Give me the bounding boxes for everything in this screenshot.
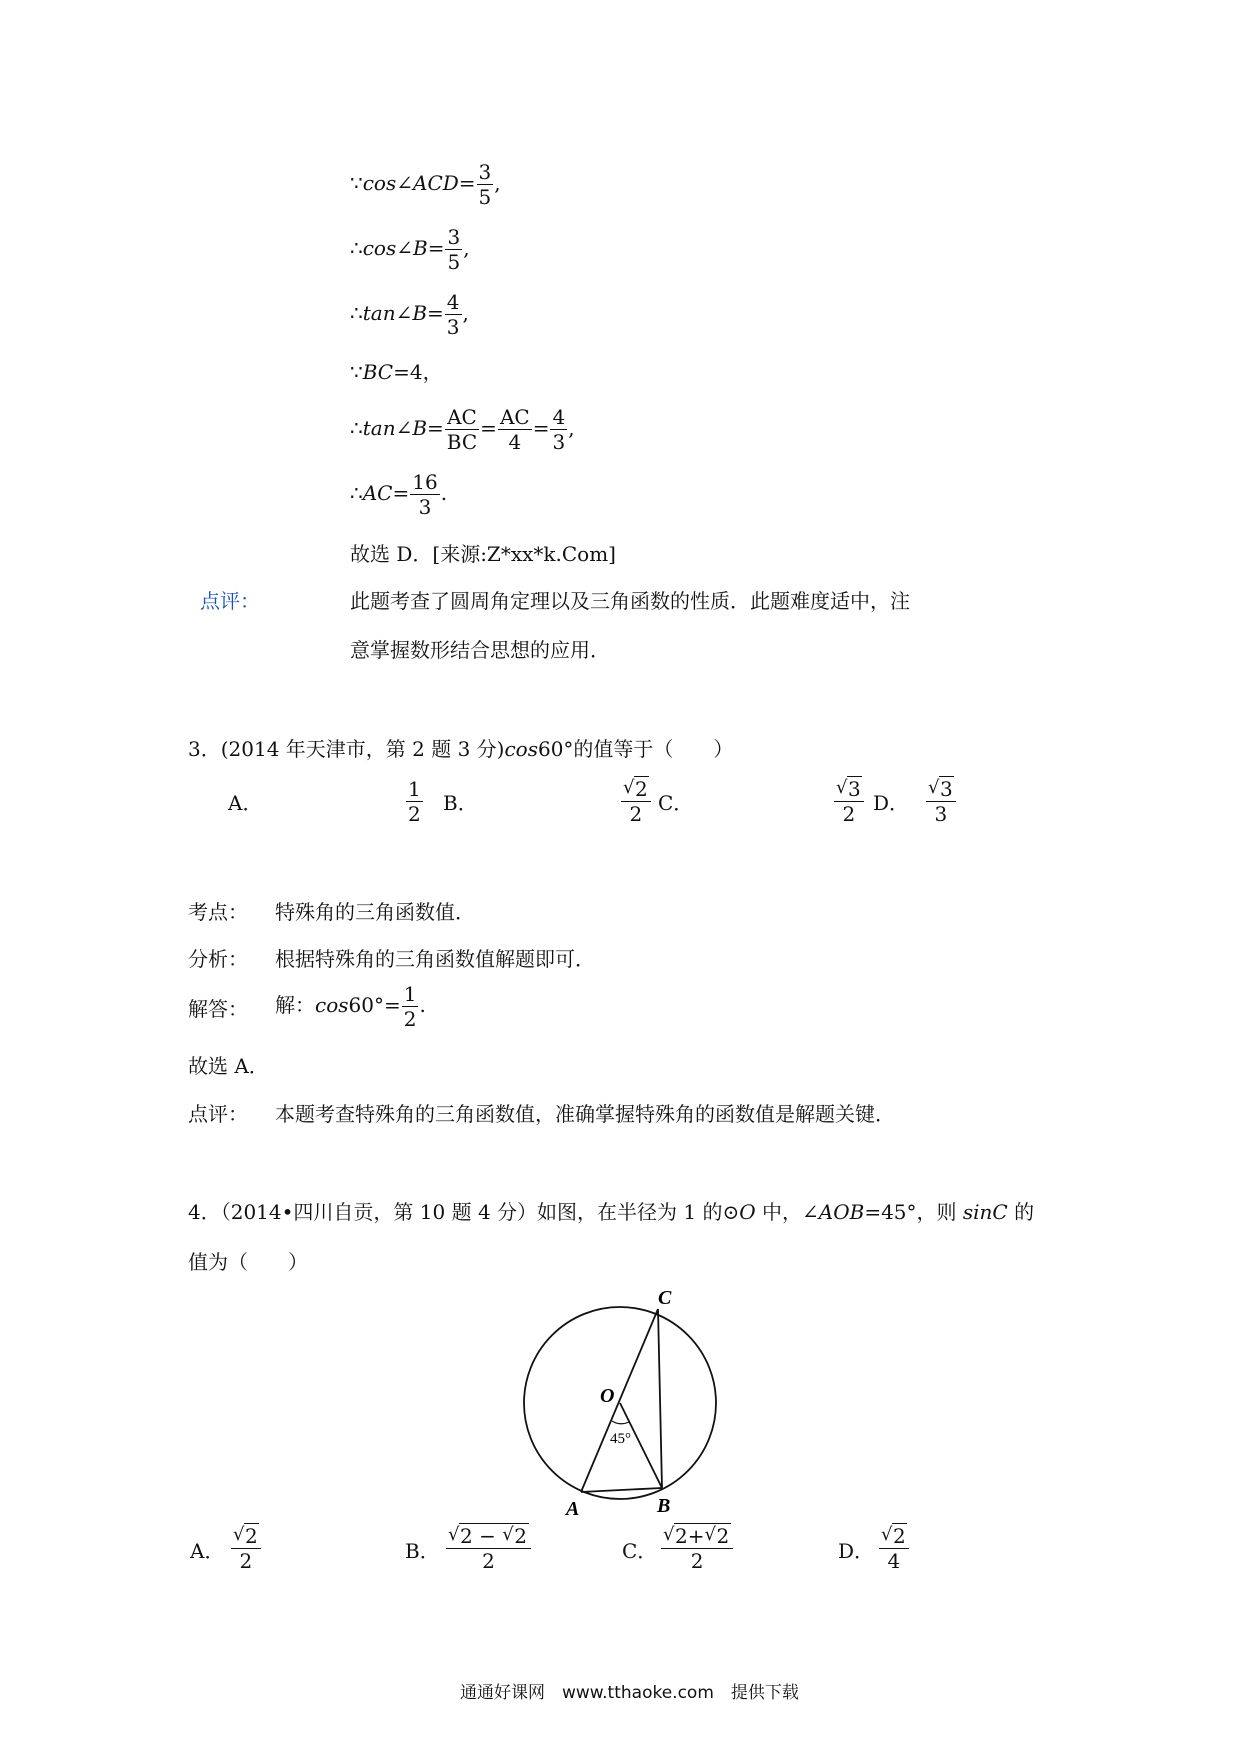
- q3-option-a-label: A．: [228, 791, 263, 815]
- segment-ca: [581, 1309, 658, 1492]
- q3-option-b-value: √ 2 2: [620, 777, 652, 826]
- q4-option-d-value: √ 2 4: [878, 1524, 910, 1573]
- review-label: 点评：: [200, 589, 260, 613]
- q3-option-a-value: $\frac{1}{2}$: [408, 777, 421, 826]
- point-b-label: B: [657, 1495, 671, 1517]
- fraction: $\frac{AC}{BC}$: [446, 405, 478, 454]
- q4-stem-line-2: 值为（ ）: [188, 1250, 308, 1274]
- segment-cb: [658, 1309, 662, 1488]
- point-o-label: O: [600, 1385, 615, 1407]
- q3-jieda-label: 解答：: [188, 997, 248, 1021]
- q3-option-b-label: B．: [443, 791, 478, 815]
- q3-kaodian-label: 考点：: [188, 900, 248, 924]
- solution-line-3: ∴tan∠B= $\frac{4}{3}$ ,: [350, 290, 469, 339]
- q4-option-b-value: √ 2 − √ 2 2: [445, 1524, 532, 1573]
- q3-fenxi: 根据特殊角的三角函数值解题即可．: [275, 947, 595, 971]
- fraction: $\frac{16}{3}$: [412, 470, 438, 519]
- q3-review: 本题考查特殊角的三角函数值，准确掌握特殊角的函数值是解题关键．: [275, 1102, 895, 1126]
- fraction: $\frac{3}{5}$: [478, 160, 492, 209]
- q4-option-d-label: D．: [838, 1539, 875, 1563]
- fraction: $\frac{AC}{4}$: [499, 405, 530, 454]
- q4-option-c-label: C．: [622, 1539, 658, 1563]
- q3-review-label: 点评：: [188, 1102, 248, 1126]
- q4-option-a-value: √ 2 2: [230, 1524, 262, 1573]
- fraction: $\frac{3}{5}$: [447, 225, 461, 274]
- solution-line-6: ∴AC= $\frac{16}{3}$ .: [350, 470, 448, 519]
- fraction: $\frac{4}{3}$: [446, 290, 460, 339]
- point-c-label: C: [658, 1290, 672, 1309]
- q4-figure: [510, 1290, 760, 1530]
- q4-stem-line-1: 4．（2014•四川自贡，第 10 题 4 分）如图，在半径为 1 的⊙O 中，∠AOB=45°，则 sinC 的: [188, 1200, 1035, 1224]
- solution-line-5: ∴tan∠B= $\frac{AC}{BC}$ = $\frac{AC}{4}$ = $\frac{4}{3}$ ,: [350, 405, 575, 454]
- solution-line-2: ∴cos∠B= $\frac{3}{5}$ ,: [350, 225, 470, 274]
- q3-option-d-value: √ 3 3: [925, 777, 957, 826]
- fraction: $\frac{4}{3}$: [552, 405, 566, 454]
- review-text-2: 意掌握数形结合思想的应用．: [350, 638, 610, 662]
- q4-option-c-value: √ 2+ √ 2 2: [660, 1524, 734, 1573]
- solution-conclusion: 故选 D．[来源:Z*xx*k.Com]: [350, 542, 616, 566]
- q3-answer: 故选 A．: [188, 1054, 269, 1078]
- q3-kaodian: 特殊角的三角函数值．: [275, 900, 475, 924]
- angle-arc: [612, 1421, 629, 1424]
- point-a-label: A: [566, 1498, 580, 1520]
- solution-line-4: ∵BC=4，: [350, 360, 443, 384]
- q4-option-a-label: A．: [190, 1539, 225, 1563]
- q3-stem: 3．(2014 年天津市，第 2 题 3 分)cos60°的值等于（ ）: [188, 737, 734, 761]
- q3-option-c-value: √ 3 2: [833, 777, 865, 826]
- page-footer: 通通好课网 www.tthaoke.com 提供下载: [460, 1683, 799, 1703]
- solution-line-1: ∵cos∠ACD= $\frac{3}{5}$ ,: [350, 160, 501, 209]
- q3-jieda: 解：cos60°= $\frac{1}{2}$ .: [275, 982, 426, 1031]
- q3-option-d-label: D．: [873, 791, 910, 815]
- q3-fenxi-label: 分析：: [188, 947, 248, 971]
- q3-option-c-label: C．: [658, 791, 694, 815]
- q4-option-b-label: B．: [405, 1539, 440, 1563]
- segment-ab: [581, 1488, 662, 1492]
- angle-label: 45°: [610, 1431, 631, 1447]
- review-text-1: 此题考查了圆周角定理以及三角函数的性质．此题难度适中，注: [350, 589, 910, 613]
